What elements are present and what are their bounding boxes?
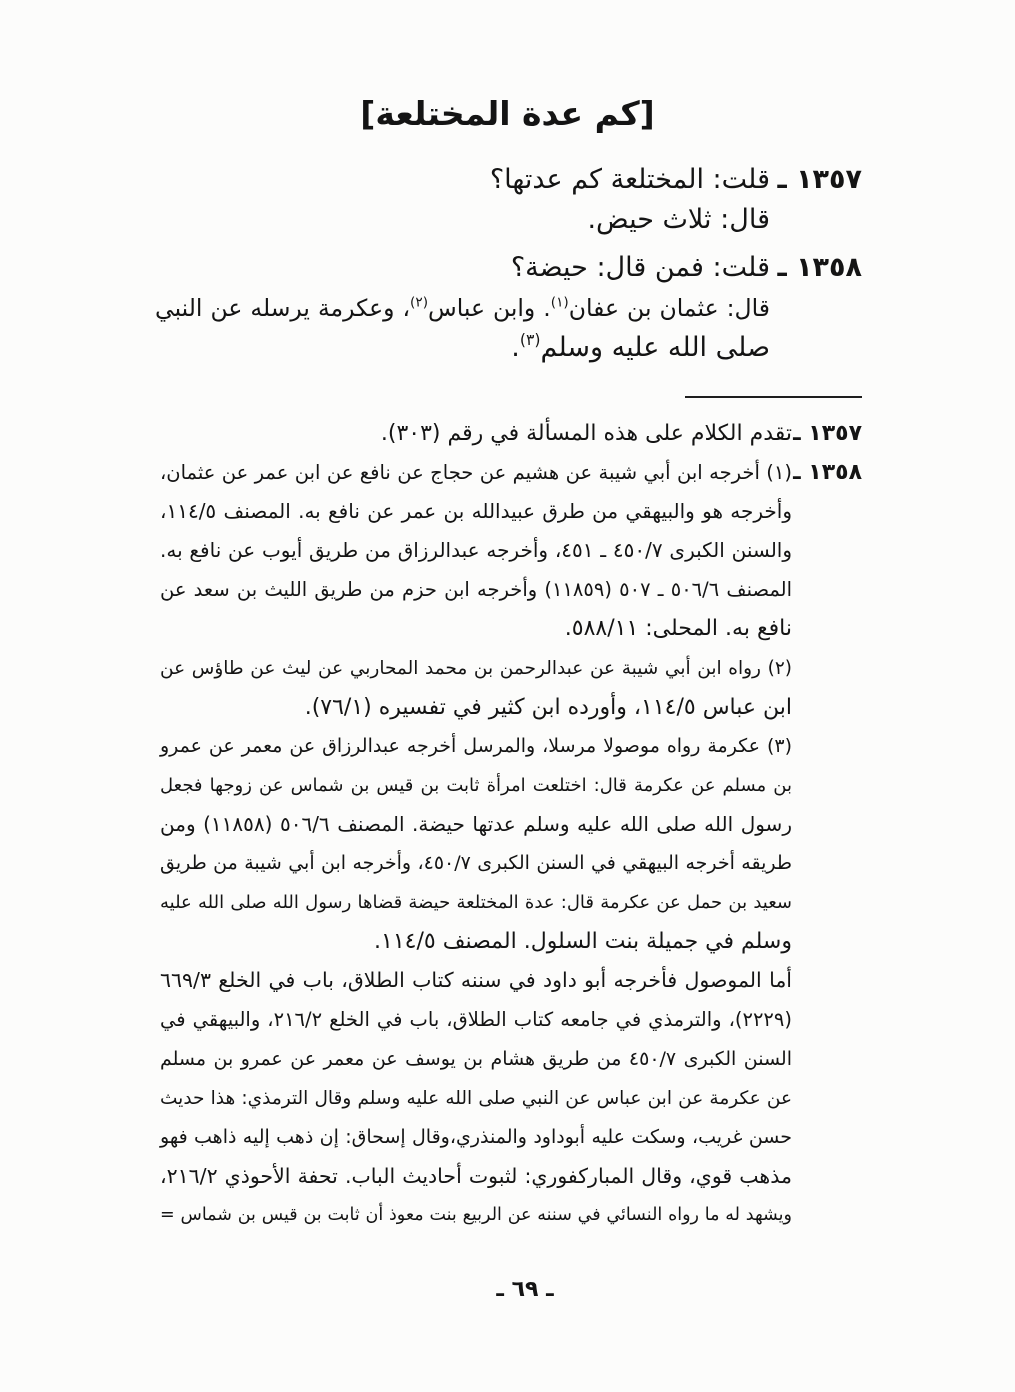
footnote-row (160, 609, 862, 648)
footnote-number: ١٣٥٧ ـ (793, 421, 862, 446)
footnote-line: (٢) رواه ابن أبي شيبة عن عبدالرحمن بن محمد المحاربي عن ليث عن طاؤس عن (160, 657, 792, 679)
footnote-row (160, 414, 862, 453)
footnotes (160, 414, 862, 1235)
footnote-line: والسنن الكبرى ٤٥٠/٧ ـ ٤٥١، وأخرجه عبدالرزاق من طريق أيوب عن نافع به. (160, 538, 793, 563)
footnote-ref-1: (١) (550, 294, 569, 311)
answer-segment: ، وعكرمة يرسله عن النبي (155, 294, 411, 322)
footnote-line: نافع به. المحلى: ٥٨٨/١١. (564, 616, 792, 642)
footnote-row (160, 922, 862, 961)
footnote-line: عن عكرمة عن ابن عباس عن النبي صلى الله عليه وسلم وقال الترمذي: هذا حديث (160, 1087, 792, 1109)
footnote-ref-3: (٣) (519, 330, 541, 350)
footnote-line: أما الموصول فأخرجه أبو داود في سننه كتاب الطلاق، باب في الخلع ٦٦٩/٣ (160, 968, 792, 993)
footnote-line: ويشهد له ما رواه النسائي في سننه عن الربيع بنت معوذ أن ثابت بن قيس بن شماس = (160, 1204, 792, 1225)
footnote-row (160, 688, 862, 727)
footnote-line: حسن غريب، وسكت عليه أبوداود والمنذري،وقال إسحاق: إن ذهب إليه ذاهب فهو (160, 1125, 792, 1148)
footnote-row (160, 531, 862, 570)
main-text (155, 160, 862, 368)
page-title: [كم عدة المختلعة] (360, 94, 655, 133)
footnote-row (160, 453, 862, 492)
footnote-row (160, 1157, 862, 1196)
footnote-ref-2: (٢) (410, 294, 429, 311)
question-text: قلت: فمن قال: حيضة؟ (510, 252, 770, 283)
page-number: ـ ٦٩ ـ (496, 1277, 554, 1302)
entry-number: ١٣٥٧ ـ (777, 164, 862, 195)
footnote-line: وأخرجه هو والبيهقي من طرق عبيدالله بن عمر عن نافع به. المصنف ١١٤/٥، (160, 499, 792, 524)
footnote-line: (٣) عكرمة رواه موصولا مرسلا، والمرسل أخرجه عبدالرزاق عن معمر عن عمرو (160, 734, 792, 757)
footnote-line: (١) أخرجه ابن أبي شيبة عن هشيم عن حجاج عن نافع عن ابن عمر عن عثمان، (160, 461, 792, 485)
footnote-line: رسول الله صلى الله عليه وسلم عدتها حيضة. المصنف ٥٠٦/٦ (١١٨٥٨) ومن (160, 811, 792, 836)
entry-1358-answer-row-1 (155, 288, 862, 328)
entry-1358-answer-row-2 (155, 328, 862, 368)
entry-1357-question-row (155, 160, 862, 200)
answer-text (155, 328, 770, 368)
answer-segment: صلى الله عليه وسلم (540, 332, 770, 363)
footnote-line: وسلم في جميلة بنت السلول. المصنف ١١٤/٥. (374, 929, 792, 955)
footnote-row (160, 766, 862, 805)
footnote-line: بن مسلم عن عكرمة قال: اختلعت امرأة ثابت بن قيس بن شماس عن زوجها فجعل (160, 774, 792, 796)
entry-number: ١٣٥٨ ـ (777, 252, 862, 283)
footnote-row (160, 844, 862, 883)
footnote-row (160, 883, 862, 922)
footnote-line: تقدم الكلام على هذه المسألة في رقم (٣٠٣). (380, 421, 792, 446)
footnote-row (160, 1118, 862, 1157)
footnote-row (160, 1196, 862, 1235)
answer-segment: قال: عثمان بن عفان (568, 294, 770, 322)
footnote-row (160, 1040, 862, 1079)
footnote-line: (٢٢٢٩)، والترمذي في جامعه كتاب الطلاق، باب في الخلع ٢١٦/٢، والبيهقي في (160, 1008, 792, 1032)
footnote-row (160, 649, 862, 688)
footnote-line: ابن عباس ١١٤/٥، وأورده ابن كثير في تفسيره (٧٦/١). (304, 694, 792, 720)
footnote-row (160, 1000, 862, 1039)
footnote-line: طريقه أخرجه البيهقي في السنن الكبرى ٤٥٠/٧، وأخرجه ابن أبي شيبة من طريق (160, 852, 792, 875)
question-text: قلت: المختلعة كم عدتها؟ (489, 164, 770, 195)
answer-text: قال: ثلاث حيض. (587, 204, 770, 235)
footnote-line: السنن الكبرى ٤٥٠/٧ من طريق هشام بن يوسف عن معمر عن عمرو بن مسلم (160, 1047, 792, 1070)
footnote-separator (685, 396, 862, 398)
footnote-row (160, 1079, 862, 1118)
footnote-line: مذهب قوي، وقال المباركفوري: لثبوت أحاديث الباب. تحفة الأحوذي ٢١٦/٢، (160, 1163, 792, 1188)
footnote-row (160, 570, 862, 609)
footnote-line: المصنف ٥٠٦/٦ ـ ٥٠٧ (١١٨٥٩) وأخرجه ابن حزم من طريق الليث بن سعد عن (160, 578, 792, 602)
answer-segment: . وابن عباس (428, 294, 551, 322)
footnote-row (160, 961, 862, 1000)
footnote-row (160, 805, 862, 844)
answer-text (155, 288, 770, 328)
answer-segment: . (511, 332, 520, 363)
entry-1358-question-row (155, 248, 862, 288)
footnote-number: ١٣٥٨ ـ (793, 460, 862, 486)
footnote-row (160, 492, 862, 531)
entry-1357-answer-row (155, 200, 862, 240)
footnote-row (160, 727, 862, 766)
footnote-line: سعيد بن حمل عن عكرمة قال: عدة المختلعة حيضة قضاها رسول الله صلى الله عليه (160, 892, 792, 914)
